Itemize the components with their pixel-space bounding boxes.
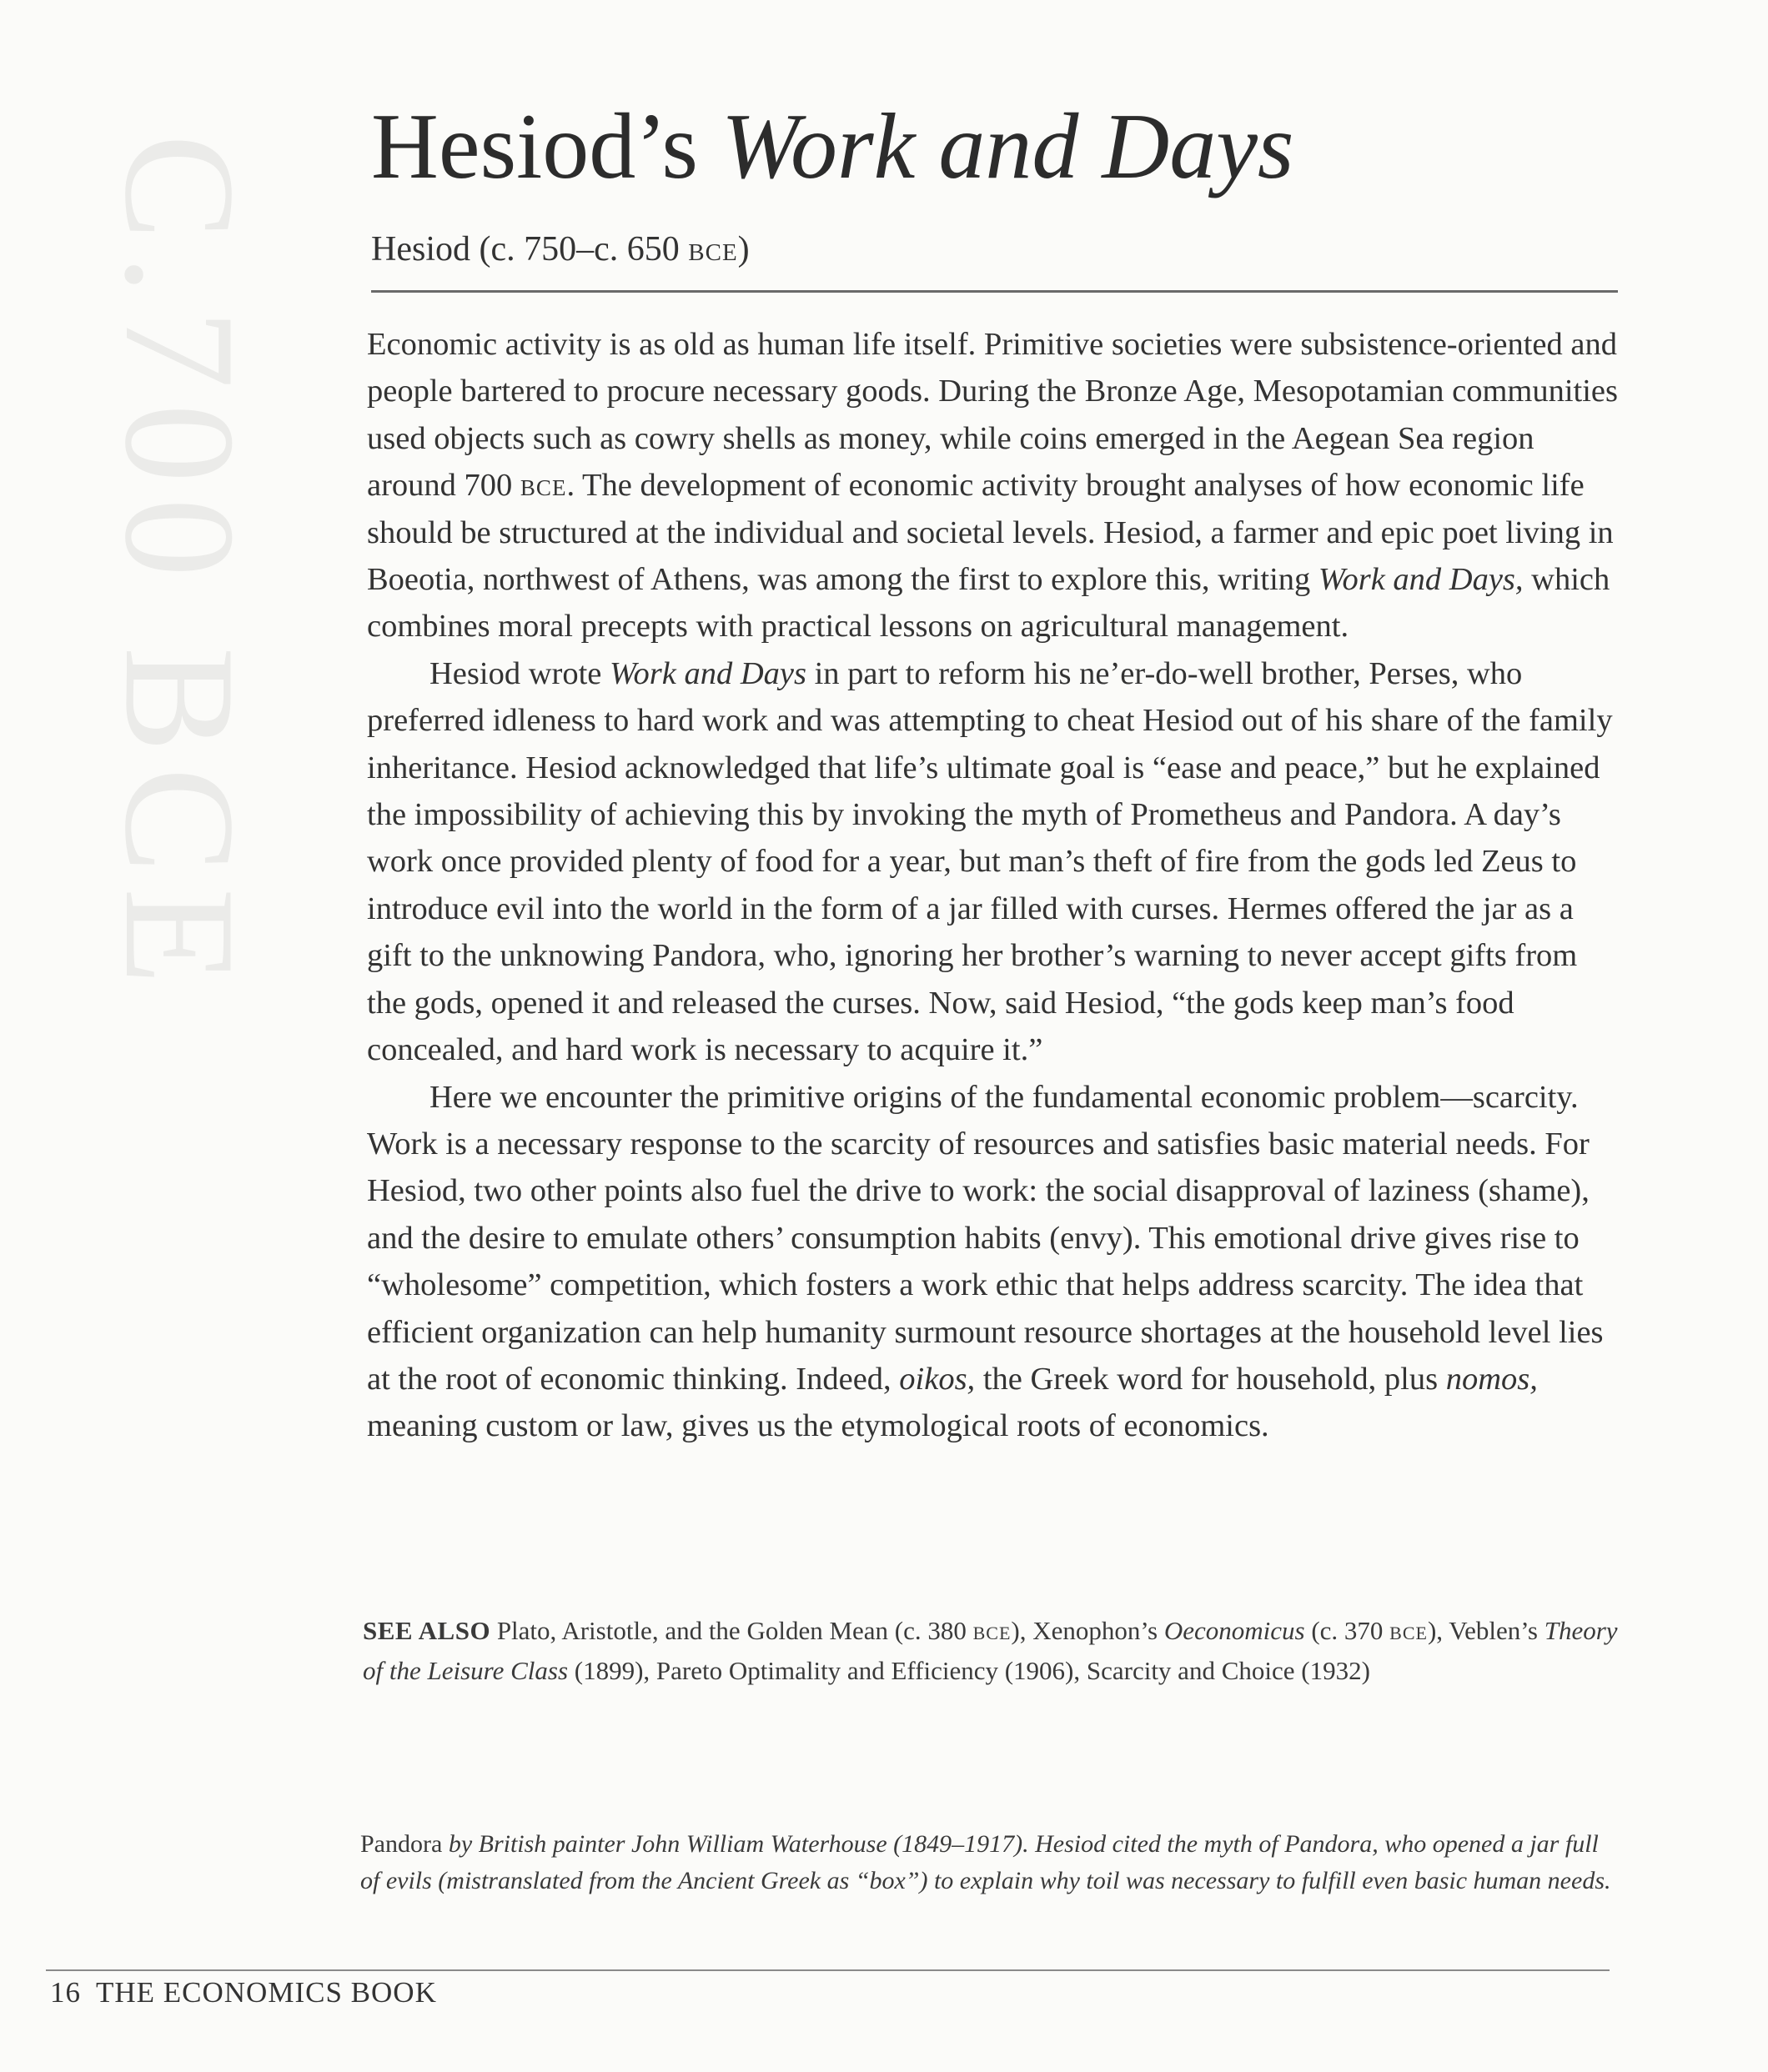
paragraph-1: [367, 321, 1622, 650]
p1-text-a: Economic activity is as old as human life itself. Primitive societies were subsistence-oriented and people bartered to procure necessary goods. During the Bronze Age, Mesopotamian communities used objects such as cowry shells as money, while coins emerged in the Aegean Sea region around 700: [367, 327, 1618, 504]
footer-divider: [46, 1969, 1610, 1971]
title-italic: Work and Days: [721, 95, 1294, 198]
p1-text-b: . The development of economic activity brought analyses of how economic life should be structured at the individual and societal levels. Hesiod, a farmer and epic poet living in Boeotia, northwest of Athens, was among the first to explore this, writing: [367, 468, 1614, 598]
p2-italic: Work and Days: [609, 655, 806, 691]
subtitle-suffix: ): [737, 230, 750, 268]
see-also-t2: ), Xenophon’s: [1011, 1616, 1164, 1645]
subtitle-prefix: Hesiod (c. 750–c. 650: [371, 230, 689, 268]
p1-text-c: which combines moral precepts with practical lessons on agricultural management.: [367, 562, 1610, 645]
caption-text: by British painter John William Waterhouse (1849–1917). Hesiod cited the myth of Pandora, who opened a jar full of evils (mistranslated from the Ancient Greek as “box”) to explain why toil was necessary to fulfill even basic human needs.: [360, 1830, 1611, 1894]
subtitle-era: bce: [688, 230, 738, 268]
see-also-era1: bce: [972, 1616, 1012, 1645]
see-also-t1: Plato, Aristotle, and the Golden Mean (c. 380: [490, 1616, 973, 1645]
see-also-t5: (1899), Pareto Optimality and Efficiency (1906), Scarcity and Choice (1932): [568, 1656, 1370, 1685]
paragraph-3: [367, 1074, 1622, 1450]
body-text: [367, 321, 1622, 1450]
page-title: [371, 96, 1294, 198]
p1-italic: Work and Days,: [1318, 562, 1524, 598]
side-date-text: C.700 BCE: [92, 133, 267, 1001]
p3-italic-oikos: oikos,: [899, 1361, 976, 1397]
see-also: [363, 1611, 1618, 1691]
paragraph-2: [367, 650, 1622, 1074]
p2-text-b: in part to reform his ne’er-do-well brother, Perses, who preferred idleness to hard work and was attempting to cheat Hesiod out of his share of the family inheritance. Hesiod acknowledged that life’s ultimate goal is “ease and peace,” but he explained the impossibility of achieving this by invoking the myth of Prometheus and Pandora. A day’s work once provided plenty of food for a year, but man’s theft of fire from the gods led Zeus to introduce evil into the world in the form of a jar filled with curses. Hermes offered the jar as a gift to the unknowing Pandora, who, ignoring her brother’s warning to never accept gifts from the gods, opened it and released the curses. Now, said Hesiod, “the gods keep man’s food concealed, and hard work is necessary to acquire it.”: [367, 655, 1613, 1068]
see-also-era2: bce: [1389, 1616, 1428, 1645]
side-date-watermark: [92, 88, 267, 1046]
page-footer: [50, 1976, 437, 2009]
caption-title: Pandora: [360, 1830, 443, 1858]
p3-text-c: meaning custom or law, gives us the etymological roots of economics.: [367, 1408, 1269, 1444]
see-also-label: SEE ALSO: [363, 1616, 491, 1645]
p3-italic-nomos: nomos,: [1445, 1361, 1538, 1397]
title-plain: Hesiod’s: [371, 95, 721, 198]
page-number: 16: [50, 1976, 81, 2009]
p1-era: bce: [520, 468, 567, 504]
see-also-i1: Oeconomicus: [1163, 1616, 1305, 1645]
see-also-t4: ), Veblen’s: [1427, 1616, 1544, 1645]
p2-text-a: Hesiod wrote: [429, 655, 610, 691]
book-title: THE ECONOMICS BOOK: [96, 1976, 437, 2009]
p3-text-a: Here we encounter the primitive origins of the fundamental economic problem—scarcity. Work is a necessary response to the scarcity of resources and satisfies basic material needs. For Hesiod, two other points also fuel the drive to work: the social disapproval of laziness (shame), and the desire to emulate others’ consumption habits (envy). This emotional drive gives rise to “wholesome” competition, which fosters a work ethic that helps address scarcity. The idea that efficient organization can help humanity surmount resource shortages at the household level lies at the root of economic thinking. Indeed,: [367, 1079, 1604, 1397]
see-also-t3: (c. 370: [1304, 1616, 1390, 1645]
header-divider: [371, 290, 1618, 293]
author-dates: [371, 229, 750, 269]
p3-text-b: the Greek word for household, plus: [975, 1361, 1446, 1397]
see-also-i2: Theory of the Leisure Class: [363, 1616, 1618, 1685]
image-caption: [360, 1826, 1611, 1899]
